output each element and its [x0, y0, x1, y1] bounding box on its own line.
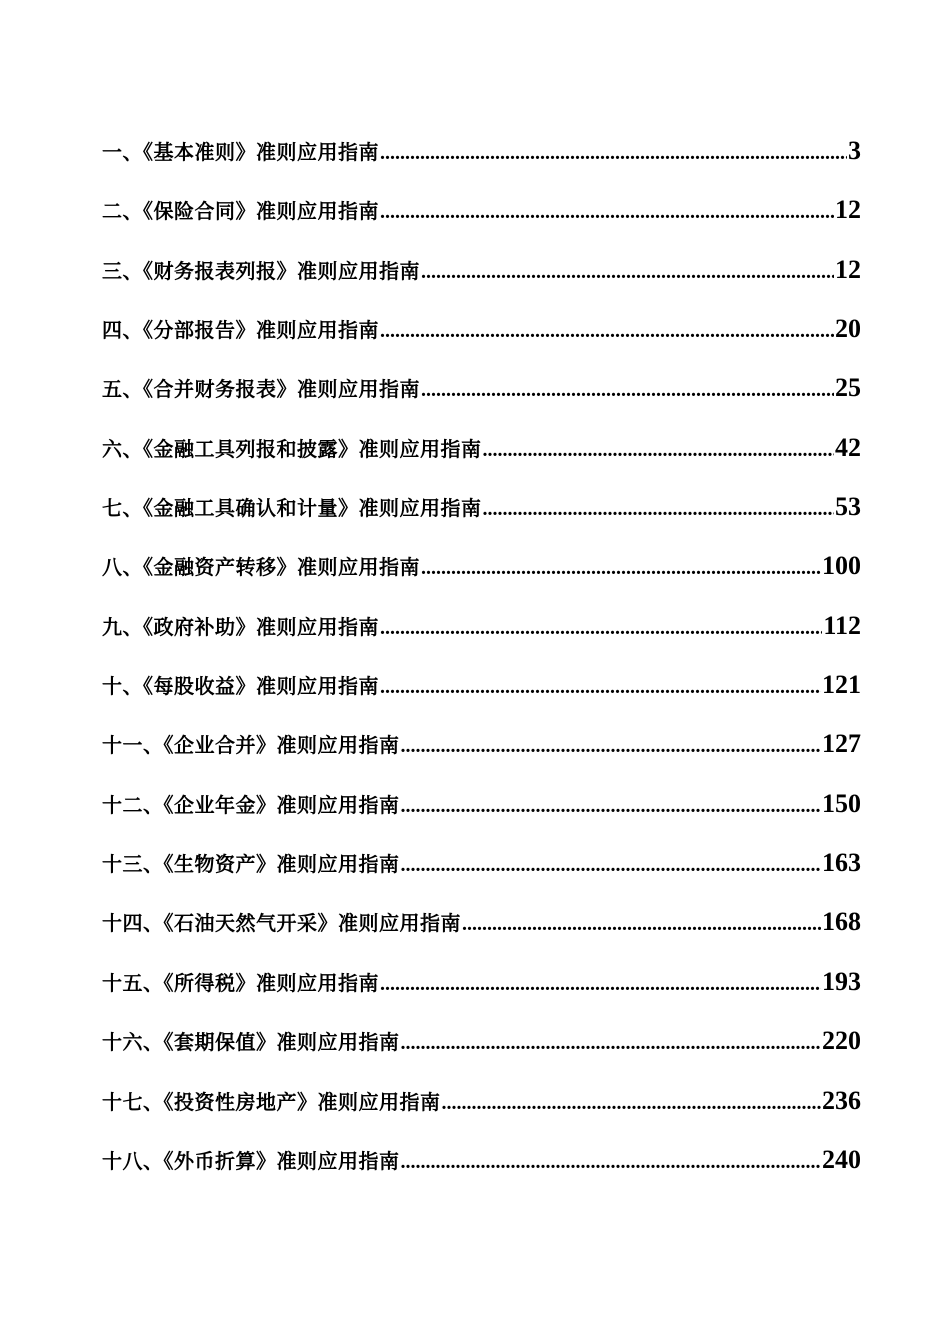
toc-dot-leader — [380, 308, 834, 354]
toc-entry-title: 十三、《生物资产》准则应用指南 — [102, 852, 400, 877]
table-of-contents — [102, 128, 861, 1196]
toc-entry[interactable] — [102, 959, 861, 1018]
toc-dot-leader — [401, 1139, 822, 1185]
toc-dot-leader — [483, 486, 835, 532]
toc-entry-page-number: 25 — [835, 373, 861, 403]
toc-entry-page-number: 240 — [822, 1144, 861, 1174]
toc-entry[interactable] — [102, 187, 861, 246]
toc-entry-page-number: 150 — [822, 788, 861, 818]
toc-dot-leader — [462, 901, 821, 947]
toc-entry-title: 十、《每股收益》准则应用指南 — [102, 674, 379, 699]
toc-entry[interactable] — [102, 306, 861, 365]
toc-entry-title: 十一、《企业合并》准则应用指南 — [102, 733, 400, 758]
toc-entry-title: 十四、《石油天然气开采》准则应用指南 — [102, 911, 461, 936]
toc-entry-page-number: 168 — [822, 907, 861, 937]
toc-entry-title: 四、《分部报告》准则应用指南 — [102, 318, 379, 343]
toc-entry[interactable] — [102, 1018, 861, 1077]
toc-entry[interactable] — [102, 128, 861, 187]
toc-entry-title: 十七、《投资性房地产》准则应用指南 — [102, 1089, 441, 1114]
toc-entry-page-number: 12 — [835, 195, 861, 225]
toc-entry-page-number: 12 — [835, 254, 861, 284]
toc-entry-page-number: 121 — [822, 670, 861, 700]
toc-entry-title: 八、《金融资产转移》准则应用指南 — [102, 555, 420, 580]
toc-entry-page-number: 112 — [823, 610, 861, 640]
toc-entry-page-number: 20 — [835, 314, 861, 344]
toc-dot-leader — [421, 545, 821, 591]
toc-entry[interactable] — [102, 721, 861, 780]
toc-entry-title: 十六、《套期保值》准则应用指南 — [102, 1030, 400, 1055]
toc-entry[interactable] — [102, 484, 861, 543]
toc-dot-leader — [401, 723, 822, 769]
toc-dot-leader — [483, 427, 835, 473]
toc-entry-page-number: 163 — [822, 848, 861, 878]
toc-entry[interactable] — [102, 1078, 861, 1137]
toc-entry[interactable] — [102, 1137, 861, 1196]
toc-entry-title: 一、《基本准则》准则应用指南 — [102, 140, 379, 164]
toc-entry[interactable] — [102, 603, 861, 662]
toc-entry[interactable] — [102, 247, 861, 306]
toc-entry-page-number: 3 — [848, 136, 861, 165]
toc-dot-leader — [421, 249, 834, 295]
toc-entry[interactable] — [102, 543, 861, 602]
toc-entry[interactable] — [102, 425, 861, 484]
toc-entry-page-number: 127 — [822, 729, 861, 759]
toc-entry-title: 三、《财务报表列报》准则应用指南 — [102, 258, 420, 283]
toc-dot-leader — [380, 189, 834, 235]
toc-entry[interactable] — [102, 781, 861, 840]
toc-entry[interactable] — [102, 662, 861, 721]
toc-entry-page-number: 236 — [822, 1085, 861, 1115]
toc-entry-title: 九、《政府补助》准则应用指南 — [102, 614, 379, 639]
toc-dot-leader — [380, 605, 822, 651]
toc-dot-leader — [442, 1080, 822, 1126]
toc-dot-leader — [380, 664, 821, 710]
toc-dot-leader — [421, 367, 834, 413]
toc-entry-title: 十二、《企业年金》准则应用指南 — [102, 792, 400, 817]
toc-entry[interactable] — [102, 899, 861, 958]
toc-entry-title: 十五、《所得税》准则应用指南 — [102, 970, 379, 995]
toc-entry-page-number: 42 — [835, 432, 861, 462]
toc-entry-title: 六、《金融工具列报和披露》准则应用指南 — [102, 436, 482, 461]
toc-entry-title: 七、《金融工具确认和计量》准则应用指南 — [102, 496, 482, 521]
toc-entry-page-number: 100 — [822, 551, 861, 581]
toc-entry-title: 十八、《外币折算》准则应用指南 — [102, 1148, 400, 1173]
toc-entry-page-number: 53 — [835, 492, 861, 522]
toc-dot-leader — [380, 961, 821, 1007]
toc-entry[interactable] — [102, 840, 861, 899]
toc-dot-leader — [401, 1020, 822, 1066]
toc-dot-leader — [401, 783, 822, 829]
toc-entry-page-number: 220 — [822, 1026, 861, 1056]
toc-entry-title: 二、《保险合同》准则应用指南 — [102, 199, 379, 224]
toc-entry[interactable] — [102, 365, 861, 424]
toc-dot-leader — [401, 842, 822, 888]
toc-entry-title: 五、《合并财务报表》准则应用指南 — [102, 377, 420, 402]
toc-dot-leader — [380, 130, 847, 176]
toc-entry-page-number: 193 — [822, 966, 861, 996]
